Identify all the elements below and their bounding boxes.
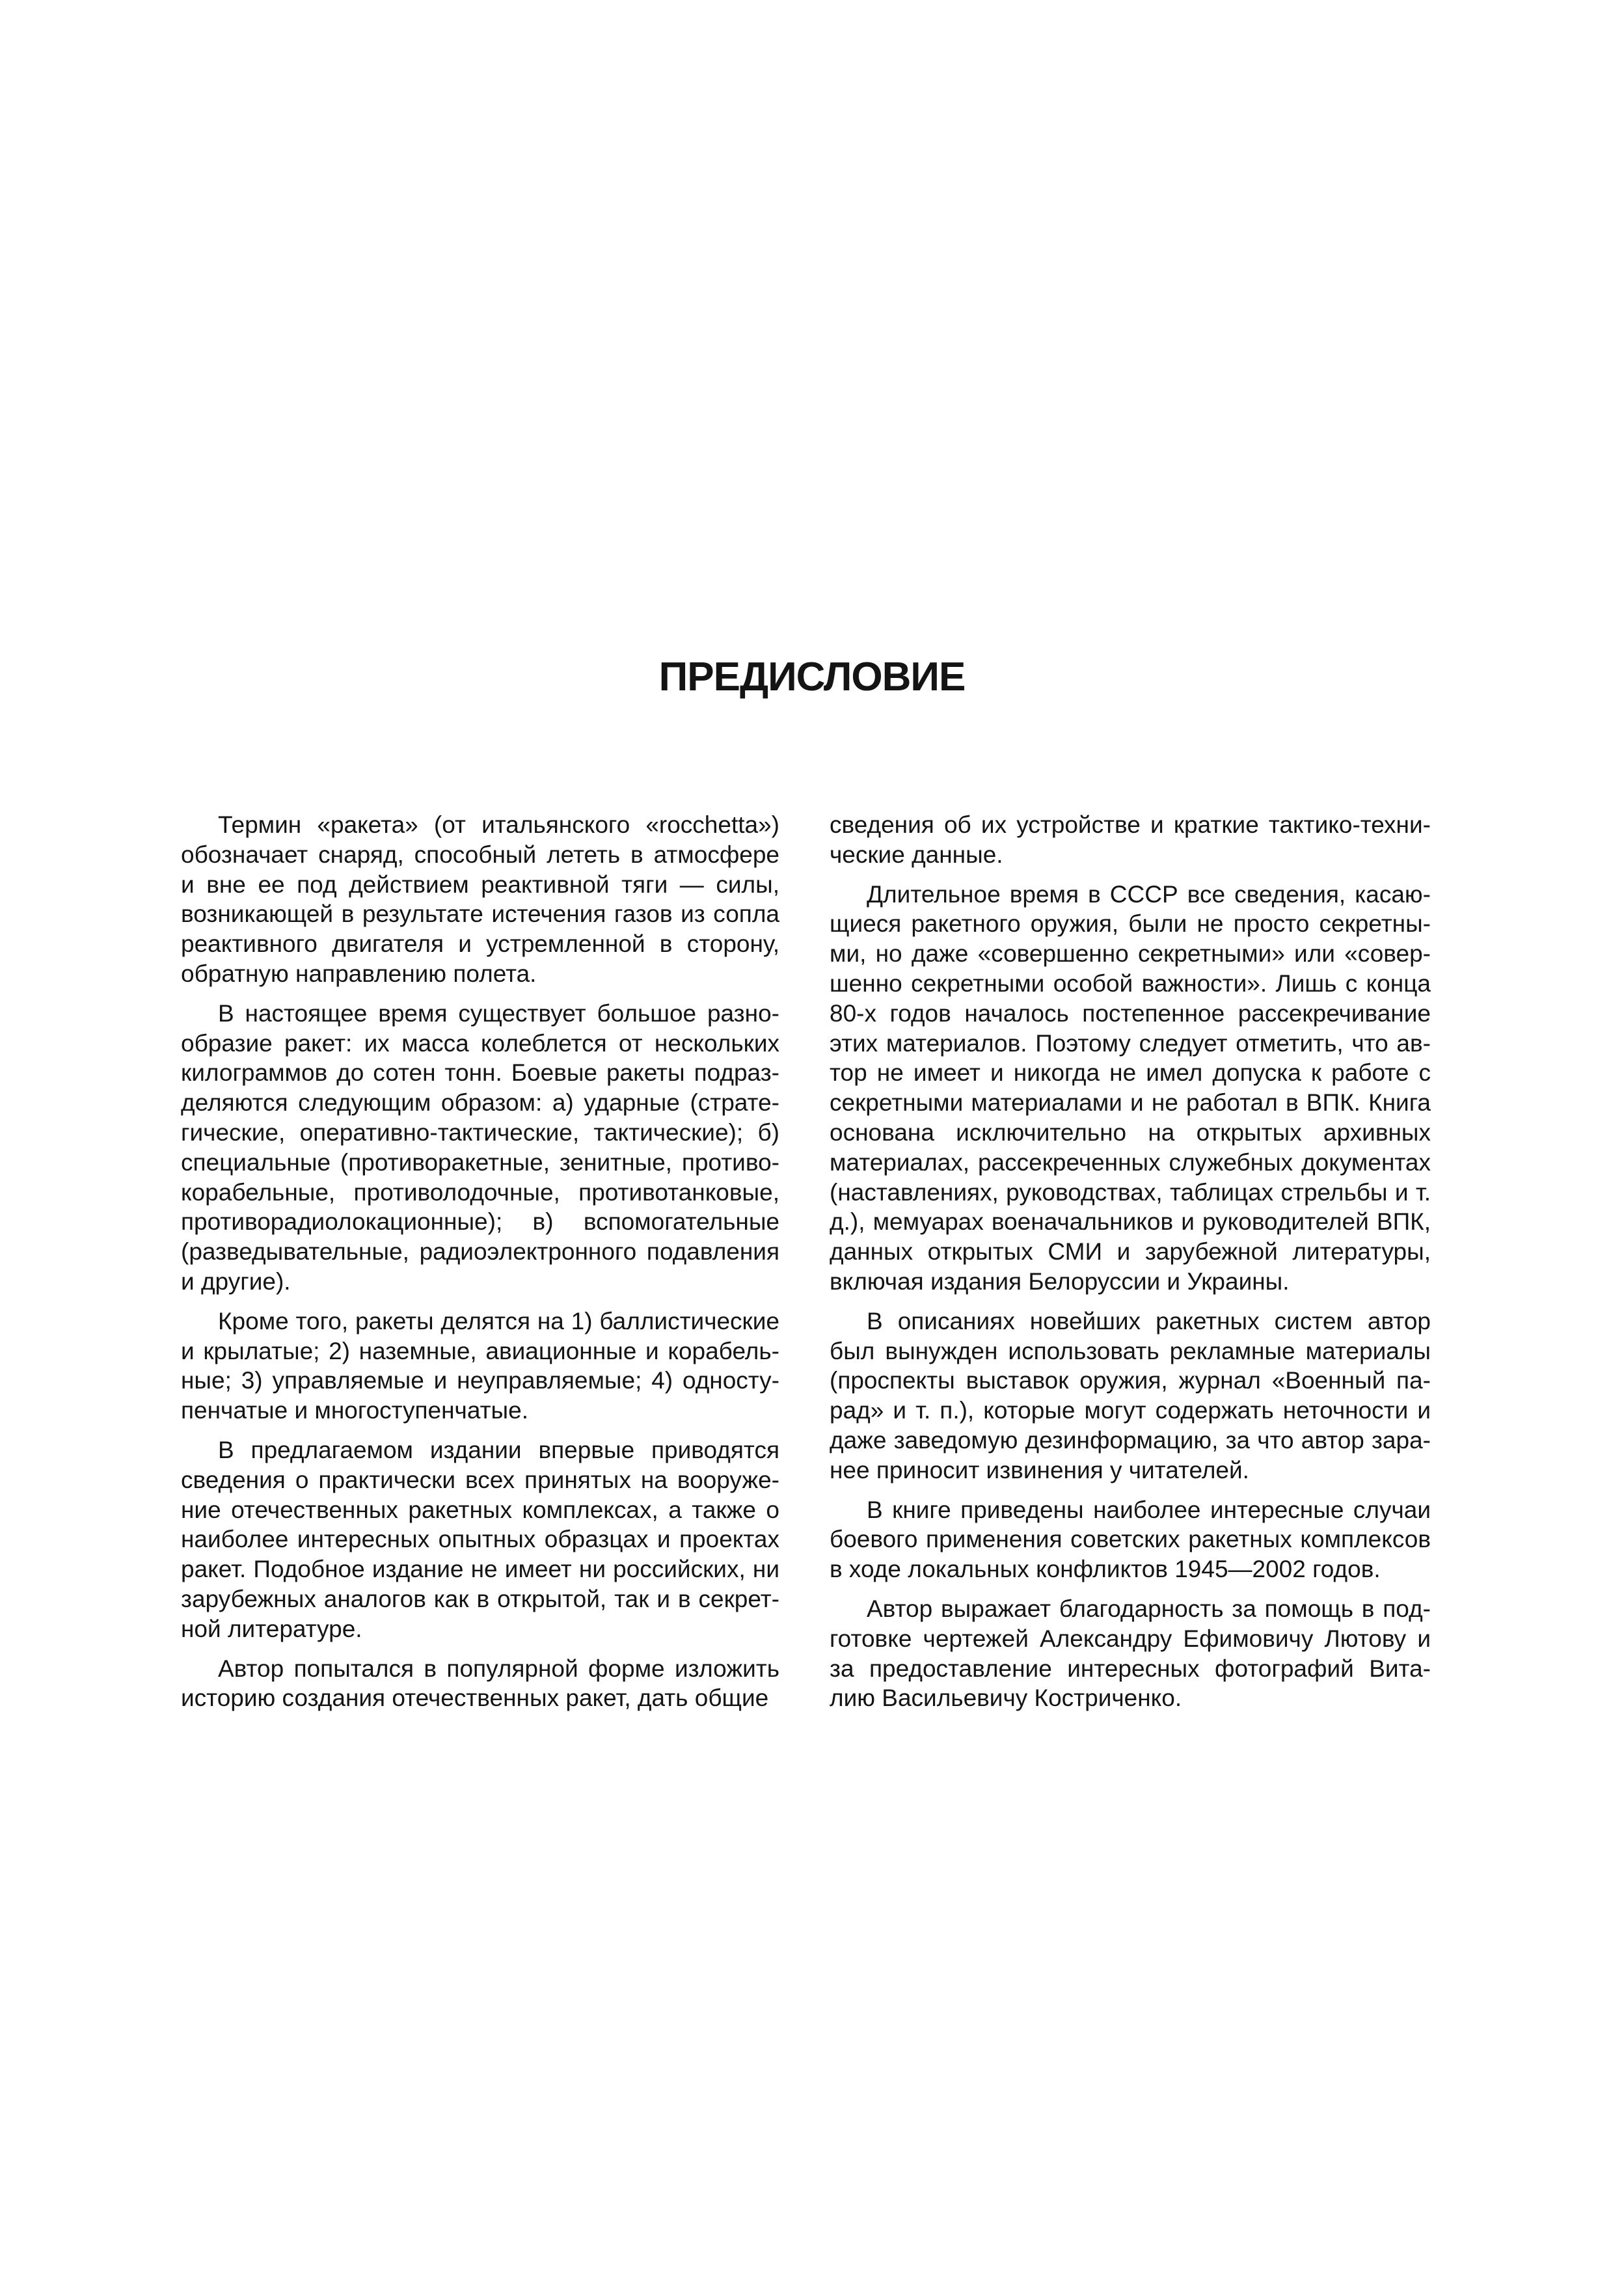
right-text-column [830, 810, 1431, 1723]
page-title: ПРЕДИСЛОВИЕ [658, 655, 966, 699]
paragraph-author-attempt: Автор попытался в популярной форме изложить историю создания отечественных ракет, дать общие [181, 1655, 779, 1712]
paragraph-secrecy: Длительное время в СССР все сведения, касающиеся ракетного оружия, были не просто секретными, но даже «совершенно секретными» или «совершенно секретными особой важности». Лишь с конца 80-х годов началось постепенное рассекречивание этих материалов. Поэтому следует отметить, что автор не имеет и никогда не имел допуска к работе с секретными материалами и не работал в ВПК. Книга основана исключительно на открытых архивных материалах, рассекреченных служебных документах (наставлениях, руководствах, таблицах стрельбы и т. д.), мемуарах военачальников и руководителей ВПК, данных открытых СМИ и зарубежной литературы, включая издания Белоруссии и Украины. [830, 880, 1431, 1295]
paragraph-rocket-classes: Кроме того, ракеты делятся на 1) баллистические и крылатые; 2) наземные, авиационные и корабельные; 3) управляемые и неуправляемые; 4) одноступенчатые и многоступенчатые. [181, 1307, 779, 1424]
paragraph-continuation: сведения об их устройстве и краткие тактико-технические данные. [830, 811, 1431, 868]
paragraph-acknowledgements: Автор выражает благодарность за помощь в подготовке чертежей Александру Ефимовичу Лютову и за предоставление интересных фотографий Виталию Васильевичу Костриченко. [830, 1595, 1431, 1712]
paragraph-advertising-sources: В описаниях новейших ракетных систем автор был вынужден использовать рекламные материалы (проспекты выставок оружия, журнал «Военный парад» и т. п.), которые могут содержать неточности и даже заведомую дезинформацию, за что автор заранее приносит извинения у читателей. [830, 1307, 1431, 1483]
paragraph-rocket-variety: В настоящее время существует большое разнообразие ракет: их масса колеблется от нескольких килограммов до сотен тонн. Боевые ракеты подразделяются следующим образом: а) ударные (стратегические, оперативно-тактические, тактические); б) специальные (противоракетные, зенитные, противокорабельные, противолодочные, противотанковые, противорадиолокационные); в) вспомогательные (разведывательные, радиоэлектронного подавления и другие). [181, 999, 779, 1295]
paragraph-combat-use: В книге приведены наиболее интересные случаи боевого применения советских ракетных комплексов в ходе локальных конфликтов 1945—2002 годов. [830, 1496, 1431, 1583]
paragraph-edition-scope: В предлагаемом издании впервые приводятся сведения о практически всех принятых на вооружение отечественных ракетных комплексах, а также о наиболее интересных опытных образцах и проектах ракет. Подобное издание не имеет ни российских, ни зарубежных аналогов как в открытой, так и в секретной литературе. [181, 1436, 779, 1642]
paragraph-rocket-term: Термин «ракета» (от итальянского «rocchetta») обозначает снаряд, способный лететь в атмосфере и вне ее под действием реактивной тяги — силы, возникающей в результате истечения газов из сопла реактивного двигателя и устремленной в сторону, обратную направлению полета. [181, 811, 779, 987]
left-text-column [181, 810, 779, 1723]
